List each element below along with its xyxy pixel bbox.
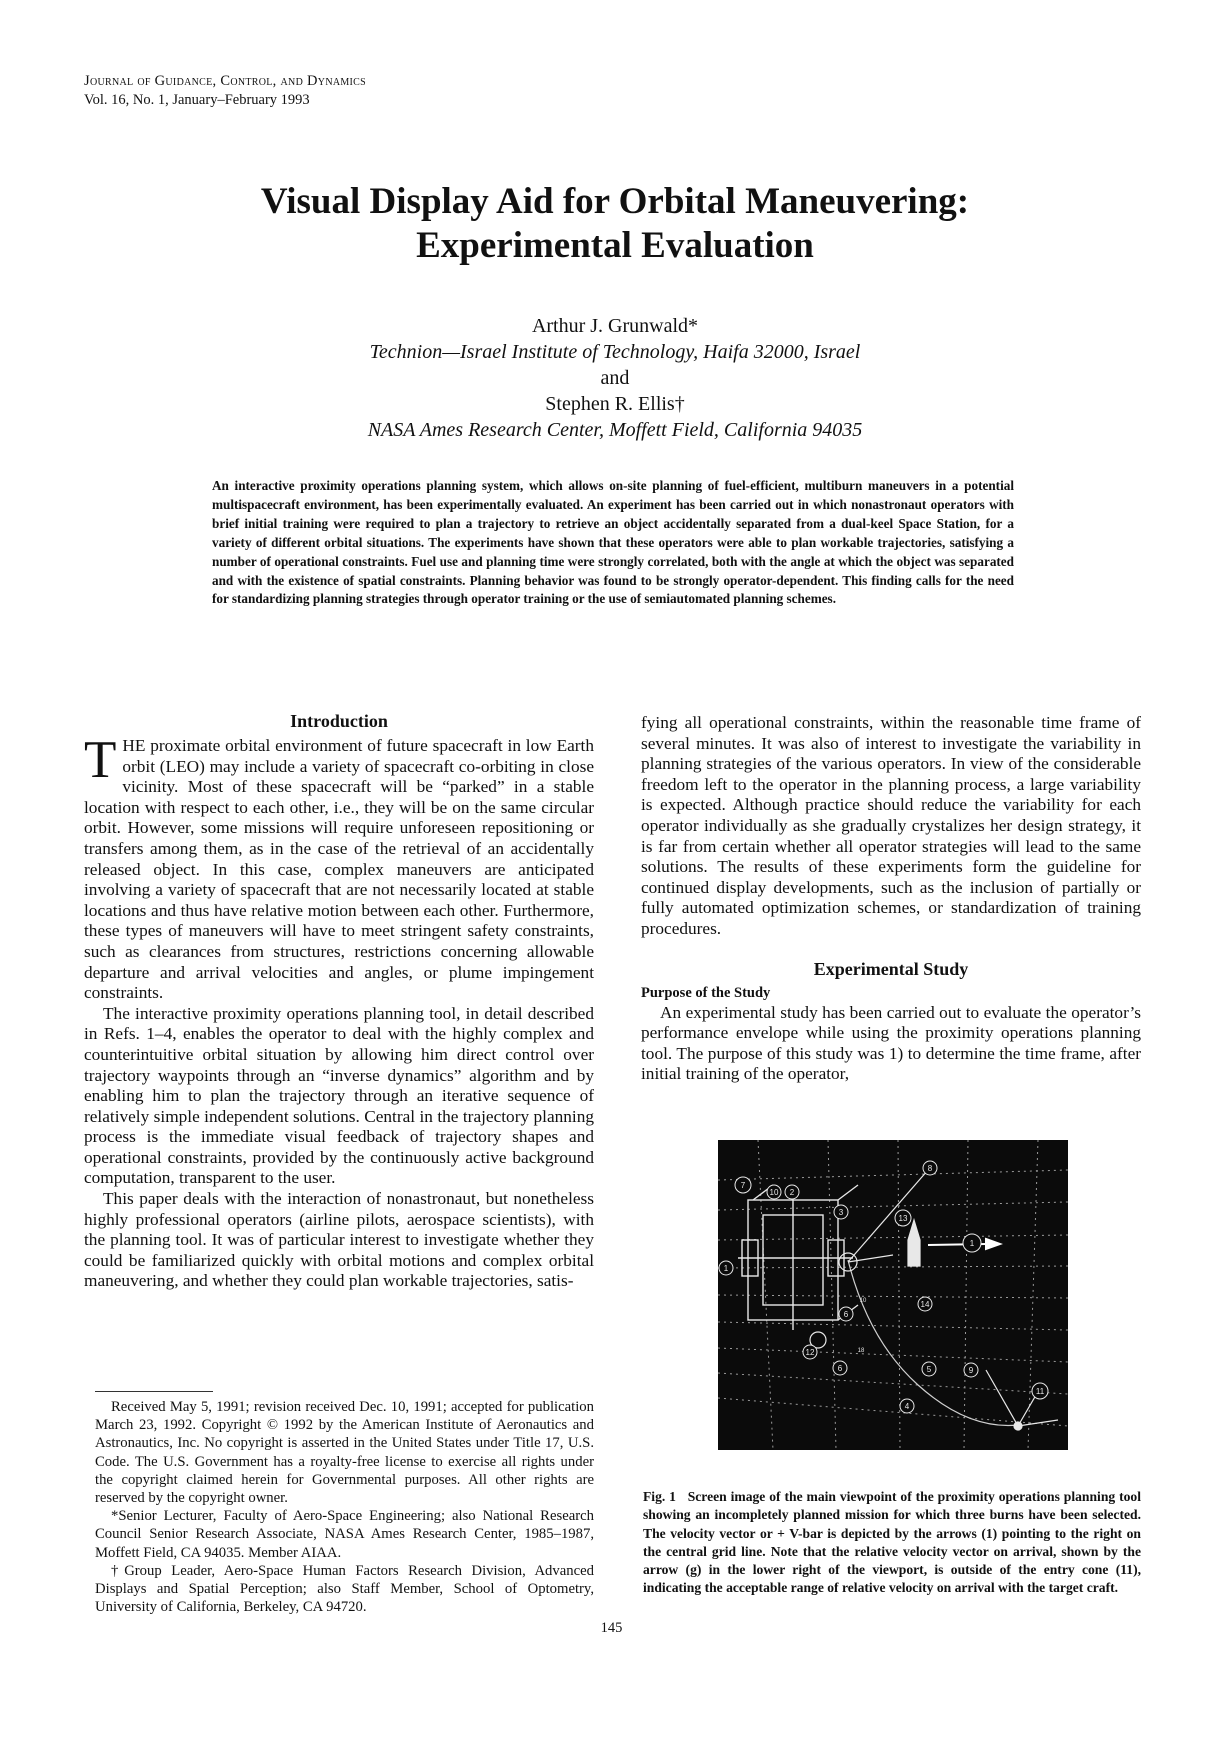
intro-paragraph-3: This paper deals with the interaction of nonastronaut, but nonetheless highly professional operators (airline pilots, aerospace scientists), with the planning tool. It was of particular interest to investigate whether they could be familiarized quickly with orbital motions and complex orbital maneuvering, and whether they could plan workable trajectories, satis- (84, 1189, 594, 1291)
trajectory-path (848, 1260, 1018, 1426)
callout-1-left: 1 (723, 1264, 729, 1273)
intro-paragraph-4: fying all operational constraints, within the reasonable time frame of several minutes. It was also of interest to investigate the variability in planning strategies of the various operators. In view of the considerable freedom left to the operator in the planning process, a large variability is expected. Although practice should reduce the variability for each operator individually as she gradually crystalizes her design strategy, it is far from certain whether all operator strategies will lead to the same solutions. The results of these experiments form the guideline for continued display developments, such as the inclusion of partially or fully automated optimization schemes, or standardization of training procedures. (641, 713, 1141, 938)
callout-10: 10 (769, 1188, 779, 1197)
tick-label-18: 18 (857, 1348, 865, 1354)
figure-1-caption (643, 1488, 1141, 1598)
experimental-paragraph-1: An experimental study has been carried out to evaluate the operator’s performance envelope while using the proximity operations planning tool. The purpose of this study was 1) to determine the time frame, after initial training of the operator, (641, 1002, 1141, 1084)
burn-markers (810, 1253, 1022, 1430)
affiliation-1: Technion—Israel Institute of Technology, Haifa 32000, Israel (369, 341, 861, 363)
abstract: An interactive proximity operations planning system, which allows on-site planning of fuel-efficient, multiburn maneuvers in a potential multispacecraft environment, has been experimentally evaluated. An experiment has been carried out in which nonastronaut operators with brief initial training were required to plan a trajectory to retrieve an object accidentally separated from a dual-keel Space Station, for a variety of different orbital situations. The experiments have shown that these operators were able to plan workable trajectories, satisfying a number of operational constraints. Fuel use and planning time were strongly correlated, both with the angle at which the object was separated and with the existence of spatial constraints. Planning behavior was found to be strongly operator-dependent. This finding calls for the need for standardizing planning strategies through operator training or the use of semiautomated planning schemes. (212, 478, 1014, 607)
callout-13: 13 (898, 1214, 908, 1223)
callout-12: 12 (805, 1348, 815, 1357)
figure-1-screen-image (718, 1140, 1068, 1450)
caption-label: Fig. 1 (643, 1489, 676, 1504)
callout-5: 5 (926, 1365, 932, 1374)
left-column (84, 710, 594, 1292)
footnotes (95, 1398, 594, 1616)
intro-paragraph-1-text: HE proximate orbital environment of future spacecraft in low Earth orbit (LEO) may include a variety of spacecraft co-orbiting in close vicinity. Most of these spacecraft will be “parked” in a stable location with respect to each other, i.e., they will be on the same circular orbit. However, some missions will require unforeseen repositioning or transfers among them, as in the case of the retrieval of an accidentally released object. In this case, complex maneuvers are anticipated involving a variety of spacecraft that are not necessarily located at stable locations and thus have relative motion between each other. Furthermore, these types of maneuvers will have to meet stringent safety constraints, such as clearances from structures, restrictions concerning allowable departure and arrival velocities and angles, or plume impingement constraints. (84, 736, 594, 1003)
author-conjunction: and (600, 367, 630, 389)
experimental-heading: Experimental Study (813, 958, 969, 979)
callout-8: 8 (927, 1164, 933, 1173)
page-number: 145 (600, 1620, 623, 1636)
callout-numbers (724, 1164, 1045, 1411)
shuttle-icon (908, 1220, 920, 1266)
callout-4: 4 (904, 1402, 910, 1411)
caption-text: Screen image of the main viewpoint of the proximity operations planning tool showing an incompletely planned mission for which three burns have been selected. The velocity vector or + V-bar is depicted by the arrows (1) pointing to the right on the central grid line. Note that the relative velocity vector on arrival, shown by the arrow (g) in the lower right of the viewport, is outside of the entry cone (11), indicating the acceptable range of relative velocity on arrival with the target craft. (643, 1489, 1141, 1596)
journal-volume: Vol. 16, No. 1, January–February 1993 (84, 92, 310, 108)
callout-3: 3 (838, 1208, 844, 1217)
author-1: Arthur J. Grunwald* (531, 315, 699, 337)
purpose-subheading: Purpose of the Study (641, 984, 771, 1001)
callout-1-right: 1 (969, 1239, 975, 1248)
footnote-author-1: *Senior Lecturer, Faculty of Aero-Space Engineering; also National Research Council Senior Research Associate, NASA Ames Research Center, 1985–1987, Moffett Field, CA 94035. Member AIAA. (95, 1508, 594, 1561)
callout-9: 9 (968, 1366, 974, 1375)
tick-label-10: 10 (859, 1298, 867, 1304)
journal-header (84, 72, 366, 110)
intro-paragraph-2: The interactive proximity operations planning tool, in detail described in Refs. 1–4, enables the operator to deal with the highly complex and counterintuitive orbital situation by allowing him direct control over trajectory waypoints through an “inverse dynamics” algorithm and by enabling him to plan the trajectory through an iterative sequence of relatively simple independent solutions. Central in the trajectory planning process is the immediate visual feedback of trajectory shapes and operational constraints, provided by the continuously active background computation, transparent to the user. (84, 1003, 594, 1188)
footnote-author-2: †Group Leader, Aero-Space Human Factors Research Division, Advanced Displays and Spatial Perception; also Staff Member, School of Optometry, University of California, Berkeley, CA 94720. (95, 1562, 594, 1616)
callout-11: 11 (1035, 1387, 1045, 1396)
title-line-2: Experimental Evaluation (416, 225, 814, 266)
footnote-rule (95, 1391, 213, 1392)
author-block (100, 313, 1130, 443)
callout-2: 2 (789, 1188, 795, 1197)
author-2: Stephen R. Ellis† (545, 393, 685, 415)
callout-7: 7 (740, 1181, 746, 1190)
callout-6b: 6 (837, 1364, 843, 1373)
callout-labels (719, 1161, 1048, 1413)
callout-6: 6 (843, 1310, 849, 1319)
callout-14: 14 (920, 1300, 930, 1309)
right-column (641, 713, 1141, 1085)
footnote-received: Received May 5, 1991; revision received Dec. 10, 1991; accepted for publication March 23, 1992. Copyright © 1992 by the American Institute of Aeronautics and Astronautics, Inc. No copyright is asserted in the United States under Title 17, U.S. Code. The U.S. Government has a royalty-free license to exercise all rights under the copyright claimed herein for Governmental purposes. All other rights are reserved by the copyright owner. (95, 1399, 594, 1507)
introduction-heading: Introduction (290, 711, 388, 731)
paper-title (100, 180, 1130, 268)
title-line-1: Visual Display Aid for Orbital Maneuvering: (260, 181, 970, 222)
figure-1-drawing (718, 1140, 1068, 1450)
journal-name: Journal of Guidance, Control, and Dynamics (84, 73, 367, 89)
intro-paragraph-1 (84, 731, 594, 1004)
affiliation-2: NASA Ames Research Center, Moffett Field, California 94035 (367, 419, 863, 441)
drop-cap: T (84, 731, 117, 789)
